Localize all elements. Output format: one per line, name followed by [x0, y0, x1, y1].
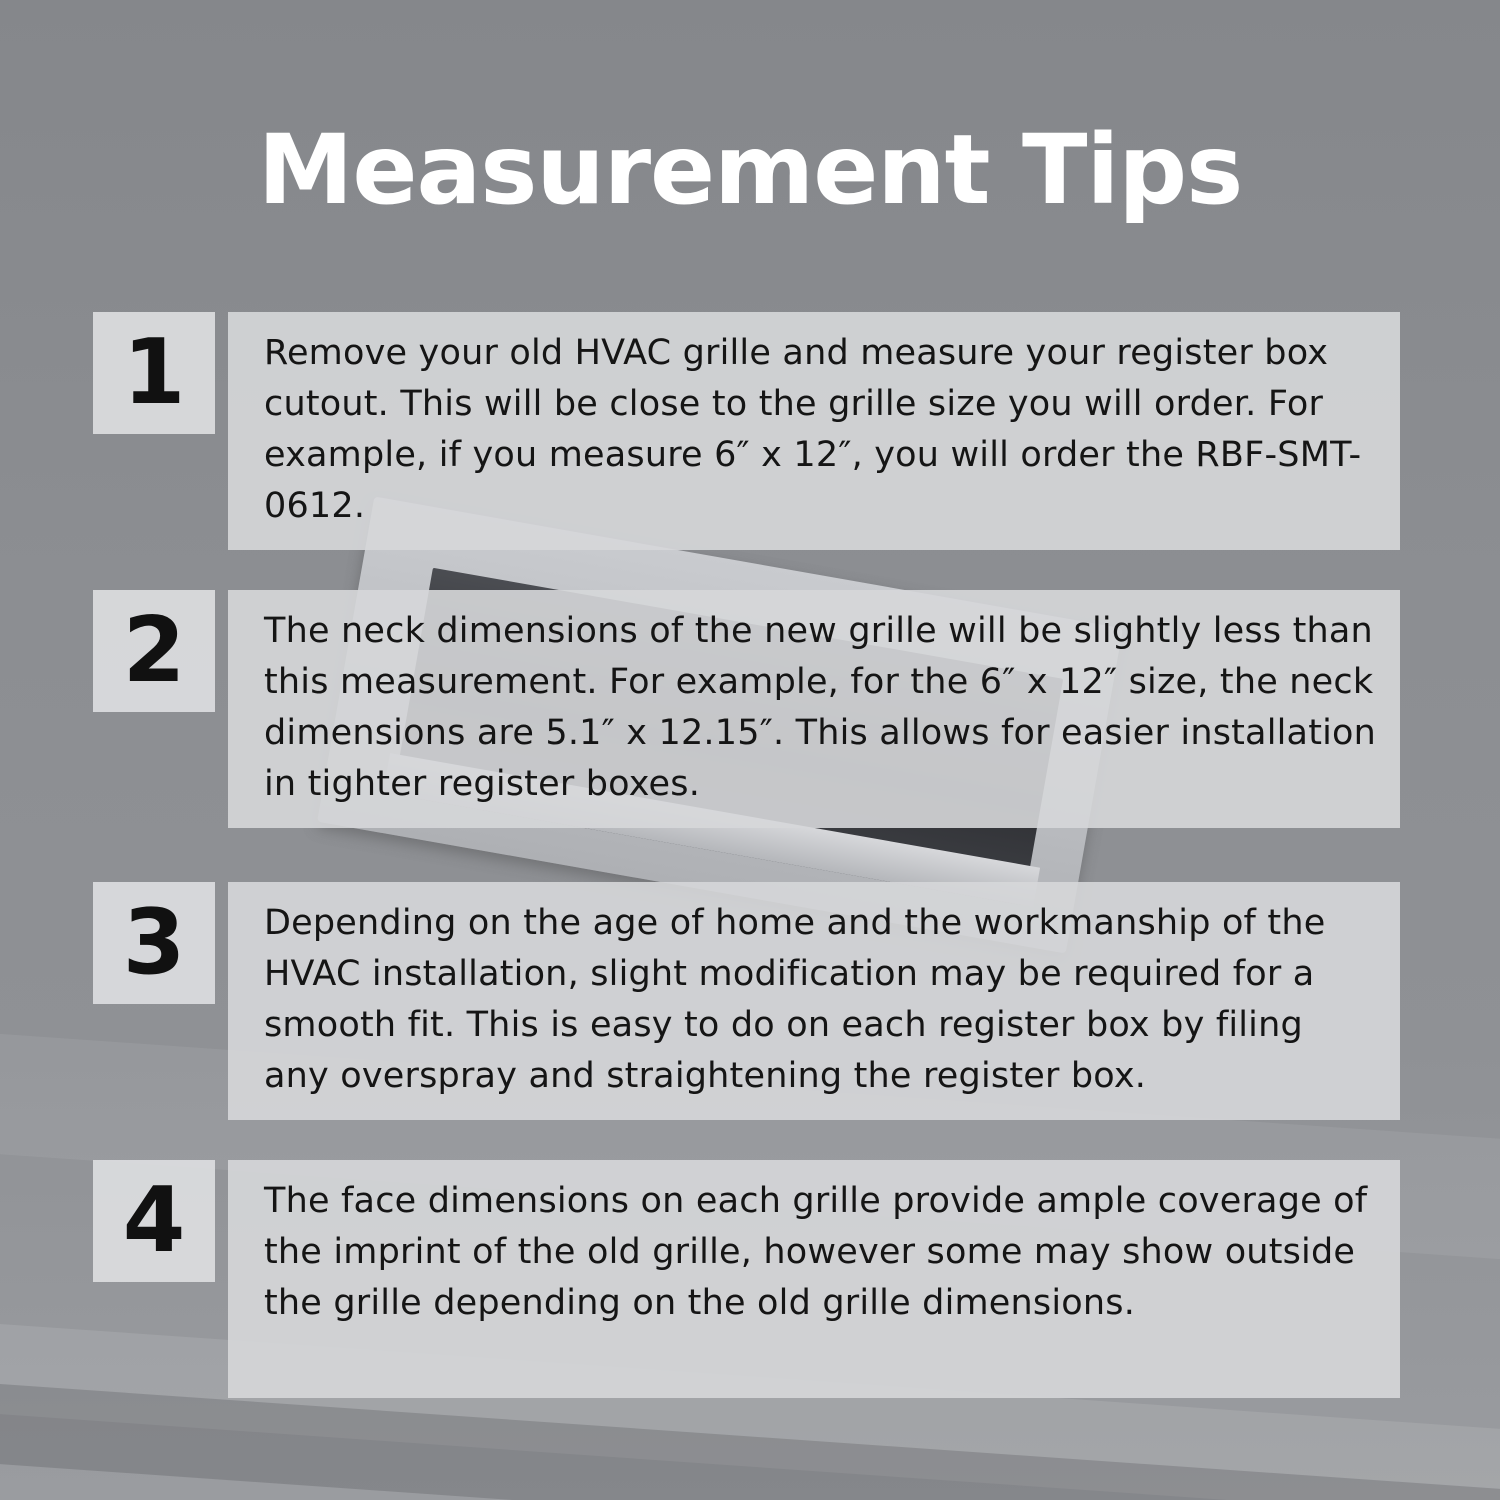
tip-number-badge: 1 — [93, 312, 215, 434]
tip-text: The neck dimensions of the new grille will be slightly less than this measurement. For example, for the 6″ x 12″ size, the neck dimensions are 5.1″ x 12.15″. This allows for easier installation in tighter register boxes. — [264, 611, 1377, 804]
page-title: Measurement Tips — [257, 114, 1243, 226]
tip-text-box — [228, 882, 1400, 1120]
tip-text: The face dimensions on each grille provide ample coverage of the imprint of the old grille, however some may show outside the grille depending on the old grille dimensions. — [264, 1181, 1368, 1323]
tip-text: Depending on the age of home and the workmanship of the HVAC installation, slight modification may be required for a smooth fit. This is easy to do on each register box by filing any overspray and straightening the register box. — [264, 903, 1326, 1096]
tip-text-box — [228, 312, 1400, 550]
tip-number-badge: 4 — [93, 1160, 215, 1282]
tip-text-box — [228, 590, 1400, 828]
tip-text-box — [228, 1160, 1400, 1398]
tip-text: Remove your old HVAC grille and measure your register box cutout. This will be close to the grille size you will order. For example, if you measure 6″ x 12″, you will order the RBF-SMT-0612. — [264, 333, 1362, 526]
tip-number-badge: 2 — [93, 590, 215, 712]
tip-number-badge: 3 — [93, 882, 215, 1004]
